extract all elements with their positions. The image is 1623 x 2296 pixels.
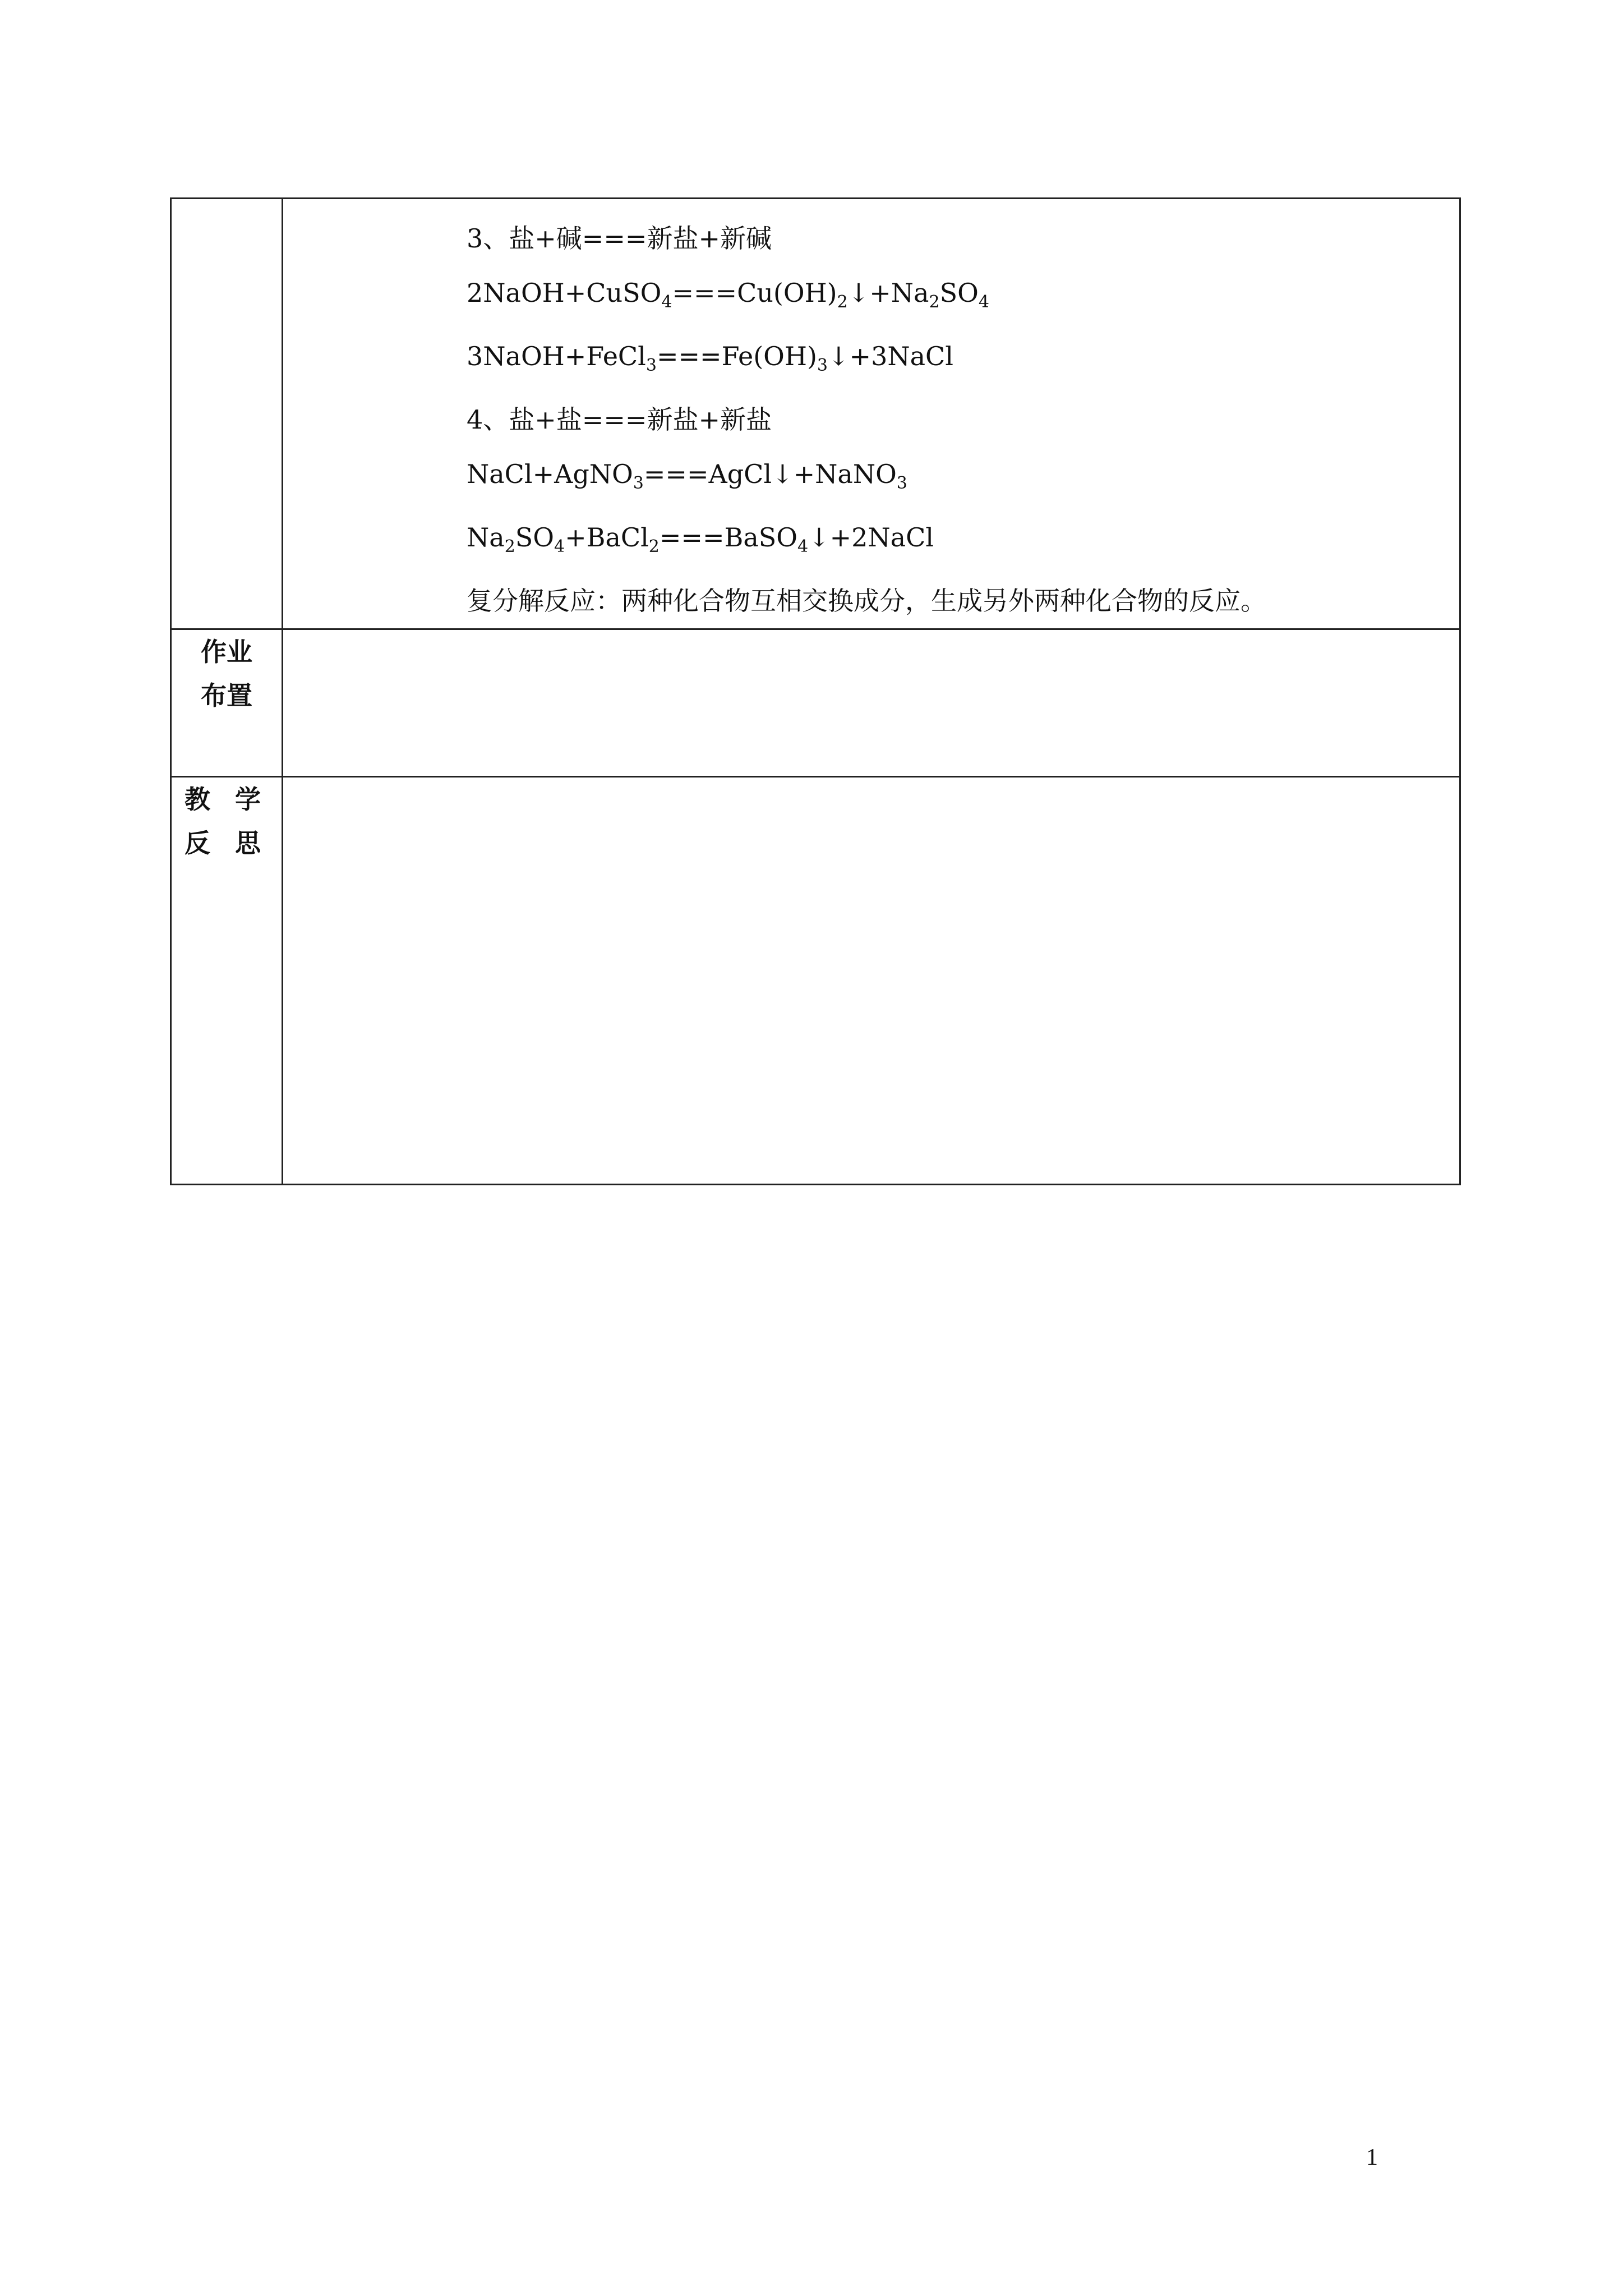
homework-cell (283, 629, 1460, 777)
reflection-label (171, 777, 283, 1185)
text-run: 3NaOH+FeCl (467, 341, 646, 371)
homework-label (171, 629, 283, 777)
subscript: 3 (645, 356, 657, 375)
content-line (467, 393, 1459, 447)
text-run: ↓+3NaCl (828, 341, 953, 371)
subscript: 4 (797, 537, 809, 556)
text-run: Na (467, 522, 505, 553)
subscript: 2 (837, 292, 848, 312)
subscript: 3 (817, 356, 828, 375)
text-run: 复分解反应：两种化合物互相交换成分，生成另外两种化合物的反应。 (467, 586, 1266, 616)
subscript: 4 (554, 537, 565, 556)
text-run: ===AgCl↓+NaNO (643, 459, 897, 489)
content-line (467, 266, 1459, 329)
subscript: 3 (896, 473, 907, 493)
text-run: +BaCl (565, 522, 649, 553)
content-line (467, 447, 1459, 510)
content-line (467, 329, 1459, 393)
text-run: ===Fe(OH) (656, 341, 817, 371)
subscript: 2 (504, 537, 515, 556)
table-row-content (171, 199, 1460, 629)
text-run: ===BaSO (659, 522, 797, 553)
reflection-label-line1: 教 学 (184, 784, 269, 815)
text-run: 3、盐+碱===新盐+新碱 (467, 223, 772, 254)
table-row-homework (171, 629, 1460, 777)
subscript: 2 (648, 537, 660, 556)
empty-label-cell (171, 199, 283, 629)
reflection-cell (283, 777, 1460, 1185)
text-run: NaCl+AgNO (467, 459, 633, 489)
subscript: 4 (661, 292, 672, 312)
text-run: 4、盐+盐===新盐+新盐 (467, 404, 772, 435)
lesson-plan-table (170, 197, 1461, 1185)
homework-label-line2: 布置 (201, 680, 252, 711)
text-run: ↓+2NaCl (808, 522, 934, 553)
content-cell (283, 199, 1460, 629)
homework-label-line1: 作业 (201, 637, 252, 667)
subscript: 4 (978, 292, 989, 312)
subscript: 2 (929, 292, 940, 312)
content-line (467, 510, 1459, 574)
text-run: 2NaOH+CuSO (467, 278, 662, 308)
text-run: SO (515, 522, 555, 553)
content-line (467, 574, 1459, 628)
text-run: ↓+Na (847, 278, 929, 308)
page-number: 1 (1366, 2145, 1378, 2170)
text-run: SO (939, 278, 979, 308)
text-run: ===Cu(OH) (672, 278, 837, 308)
table-row-reflection (171, 777, 1460, 1185)
reaction-notes (283, 199, 1459, 628)
content-line (467, 211, 1459, 266)
subscript: 3 (633, 473, 644, 493)
reflection-label-line2: 反 思 (184, 828, 269, 858)
